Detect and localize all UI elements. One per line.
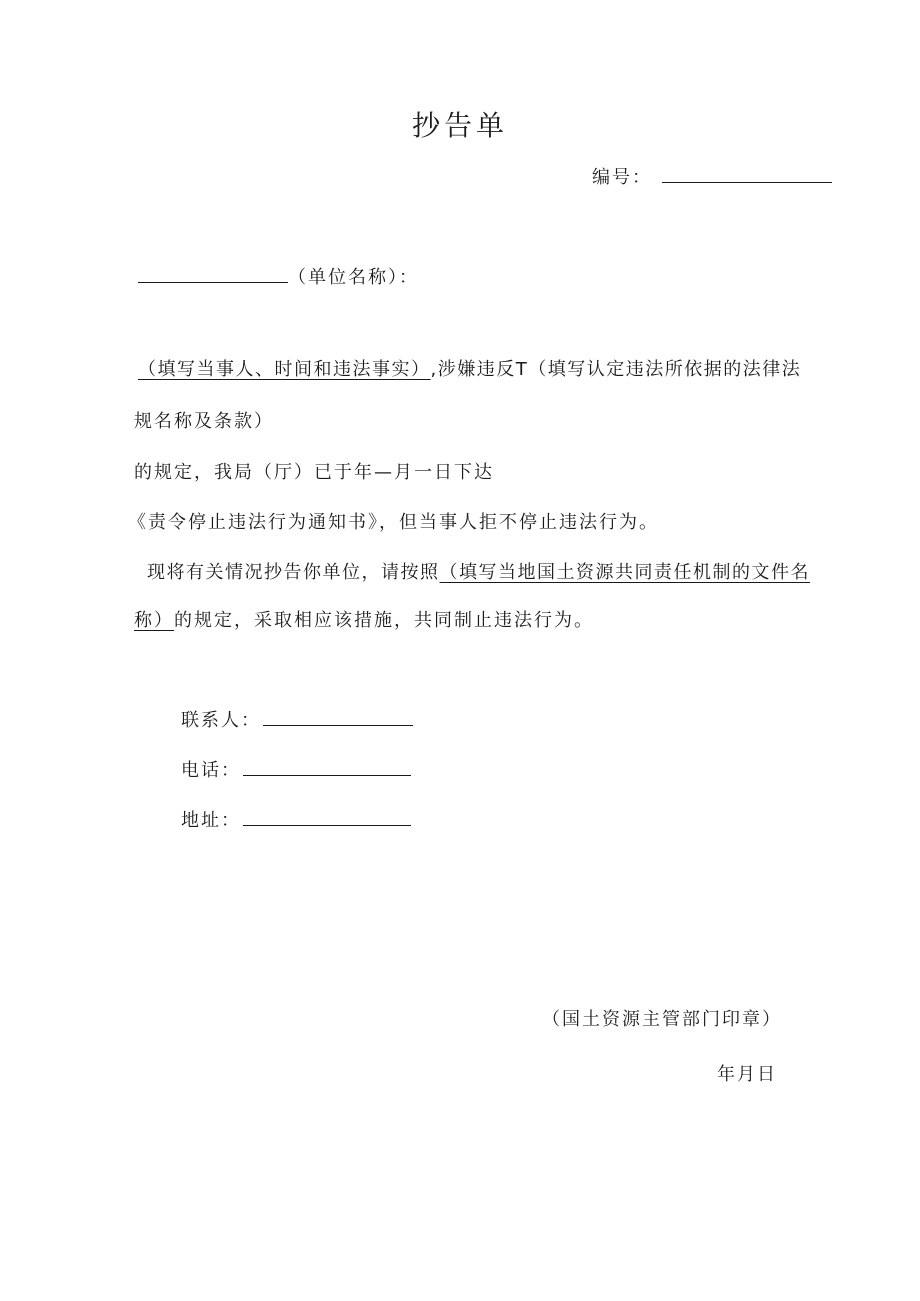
fill-in-mechanism-document: （填写当地国土资源共同责任机制的文件名	[439, 562, 810, 583]
para4-text-end: 的规定，采取相应该措施，共同制止违法行为。	[174, 610, 594, 631]
paragraph-4-line-2	[134, 609, 594, 633]
paragraph-4-line-1	[147, 561, 810, 585]
phone-line	[181, 758, 411, 783]
date-text: 年月日	[717, 1064, 777, 1085]
recipient-line	[138, 265, 419, 290]
contact-blank	[263, 708, 413, 726]
seal-text: （国土资源主管部门印章）	[542, 1009, 782, 1030]
number-blank	[662, 165, 832, 183]
paragraph-2: 的规定，我局（厅）已于年—月一日下达	[134, 462, 494, 483]
address-line	[181, 808, 411, 833]
document-title: 抄告单	[411, 109, 508, 142]
address-label: 地址：	[181, 810, 241, 831]
address-blank	[243, 808, 411, 826]
fill-in-legal-basis: （填写认定违法所依据的法律法	[528, 359, 802, 380]
contact-label: 联系人：	[181, 710, 261, 731]
para1-text: ,涉嫌违反T	[430, 359, 529, 380]
fill-in-mechanism-document-end: 称）	[134, 610, 174, 631]
document-number-line	[592, 165, 832, 190]
paragraph-3: 《责令停止违法行为通知书》，但当事人拒不停止违法行为。	[128, 512, 659, 533]
para4-text: 现将有关情况抄告你单位，请按照	[147, 562, 440, 583]
phone-label: 电话：	[181, 760, 241, 781]
recipient-blank	[138, 265, 288, 283]
fill-in-violation-facts: （填写当事人、时间和违法事实）	[138, 359, 431, 380]
number-label: 编号：	[592, 167, 652, 188]
phone-blank	[243, 758, 411, 776]
paragraph-1-line-2: 规名称及条款）	[134, 411, 274, 432]
paragraph-1-line-1	[138, 358, 801, 382]
recipient-label: （单位名称）：	[288, 267, 419, 288]
contact-line	[181, 708, 413, 733]
